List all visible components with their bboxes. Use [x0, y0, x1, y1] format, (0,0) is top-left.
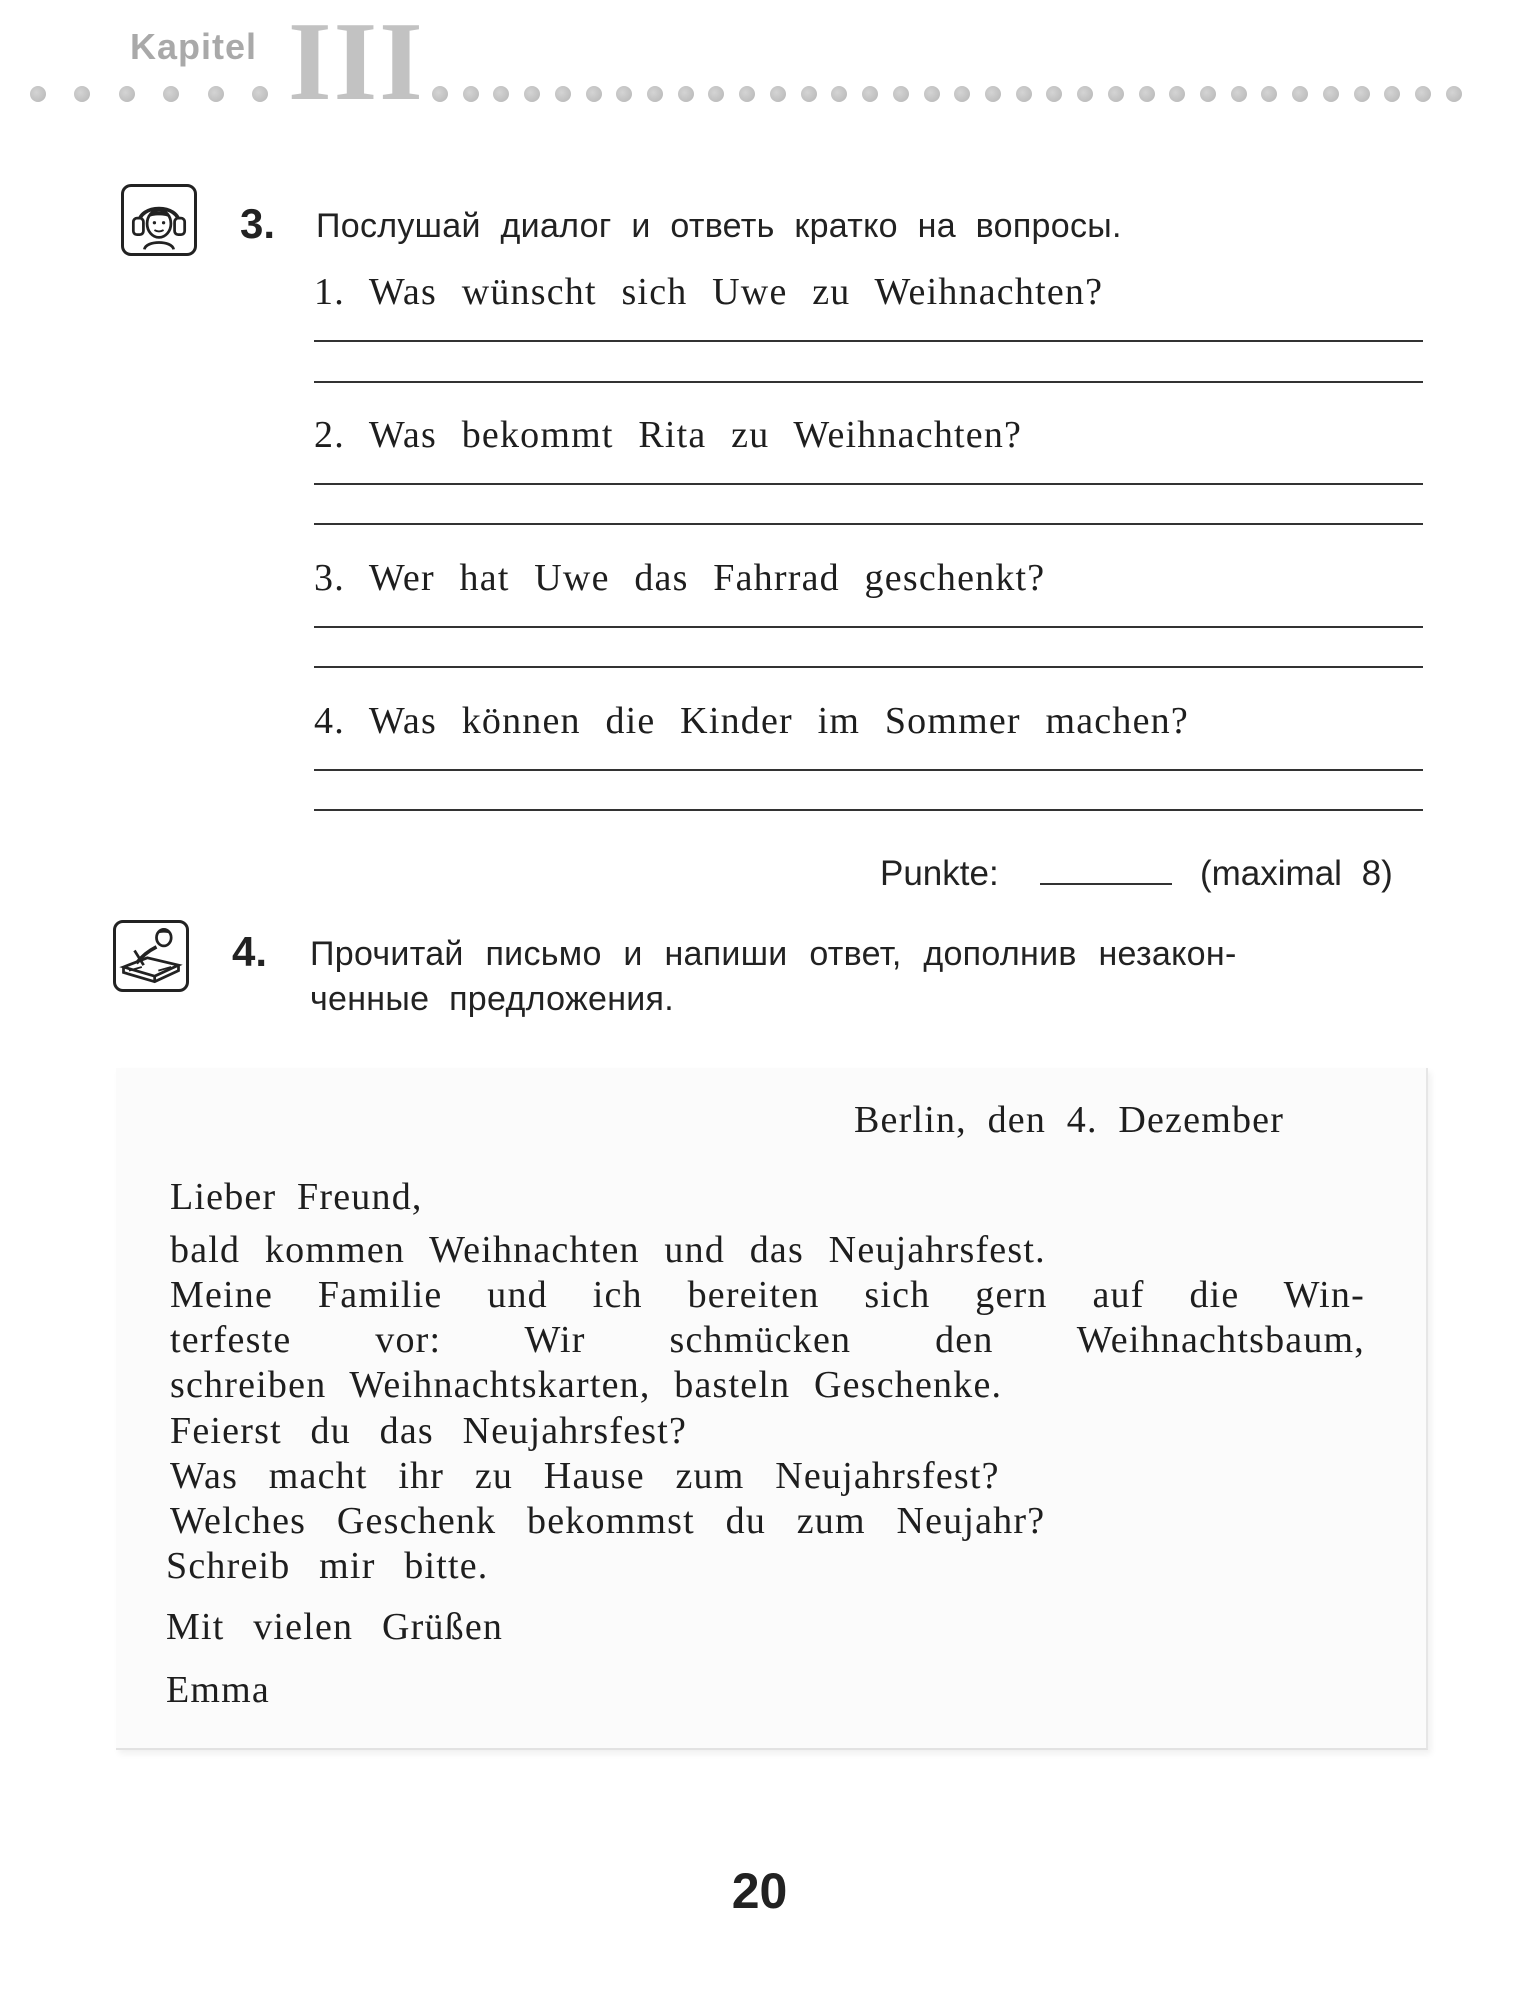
chapter-label: Kapitel	[130, 26, 258, 67]
exercise-4-instruction-line2: ченные предложения.	[310, 980, 675, 1018]
answer-line[interactable]	[314, 666, 1423, 668]
reading-writing-icon	[113, 920, 189, 992]
dot-row-right	[432, 85, 1462, 103]
letter-closing: Mit vielen Grüßen	[166, 1606, 504, 1648]
answer-line[interactable]	[314, 381, 1423, 383]
letter-line: bald kommen Weihnachten und das Neujahrsfest.	[170, 1229, 1046, 1271]
answer-line[interactable]	[314, 523, 1423, 525]
letter-signature: Emma	[166, 1669, 270, 1711]
answer-line[interactable]	[314, 483, 1423, 485]
answer-line[interactable]	[314, 340, 1423, 342]
answer-line[interactable]	[314, 626, 1423, 628]
letter-date: Berlin, den 4. Dezember	[854, 1099, 1285, 1141]
exercise-4-number: 4.	[232, 928, 268, 975]
page-number: 20	[731, 1863, 788, 1919]
letter-line: Feierst du das Neujahrsfest?	[170, 1410, 688, 1452]
headphones-listener-icon	[121, 184, 197, 256]
letter-line: Meine Familie und ich bereiten sich gern auf die Win-	[170, 1274, 1365, 1316]
score-label: Punkte:	[880, 854, 999, 893]
letter-line: schreiben Weihnachtskarten, basteln Geschenke.	[170, 1364, 1003, 1406]
answer-line[interactable]	[314, 769, 1423, 771]
letter-salutation: Lieber Freund,	[170, 1176, 423, 1218]
exercise-3-number: 3.	[240, 200, 276, 247]
question-2: 2. Was bekommt Rita zu Weihnachten?	[314, 414, 1023, 456]
chapter-numeral: III	[288, 0, 425, 124]
exercise-4-instruction-line1: Прочитай письмо и напиши ответ, дополнив незакон-	[310, 935, 1237, 973]
exercise-3-instruction: Послушай диалог и ответь кратко на вопросы.	[316, 207, 1122, 245]
letter-line: terfeste vor: Wir schmücken den Weihnachtsbaum,	[170, 1319, 1365, 1361]
letter-line: Was macht ihr zu Hause zum Neujahrsfest?	[170, 1455, 1000, 1497]
question-4: 4. Was können die Kinder im Sommer machen?	[314, 700, 1189, 742]
letter-line: Welches Geschenk bekommst du zum Neujahr?	[170, 1500, 1046, 1542]
question-1: 1. Was wünscht sich Uwe zu Weihnachten?	[314, 271, 1104, 313]
letter-line: Schreib mir bitte.	[166, 1545, 489, 1587]
dot-row-left	[30, 85, 268, 103]
score-max: (maximal 8)	[1200, 854, 1393, 893]
question-3: 3. Wer hat Uwe das Fahrrad geschenkt?	[314, 557, 1046, 599]
score-input[interactable]	[1040, 883, 1172, 885]
answer-line[interactable]	[314, 809, 1423, 811]
